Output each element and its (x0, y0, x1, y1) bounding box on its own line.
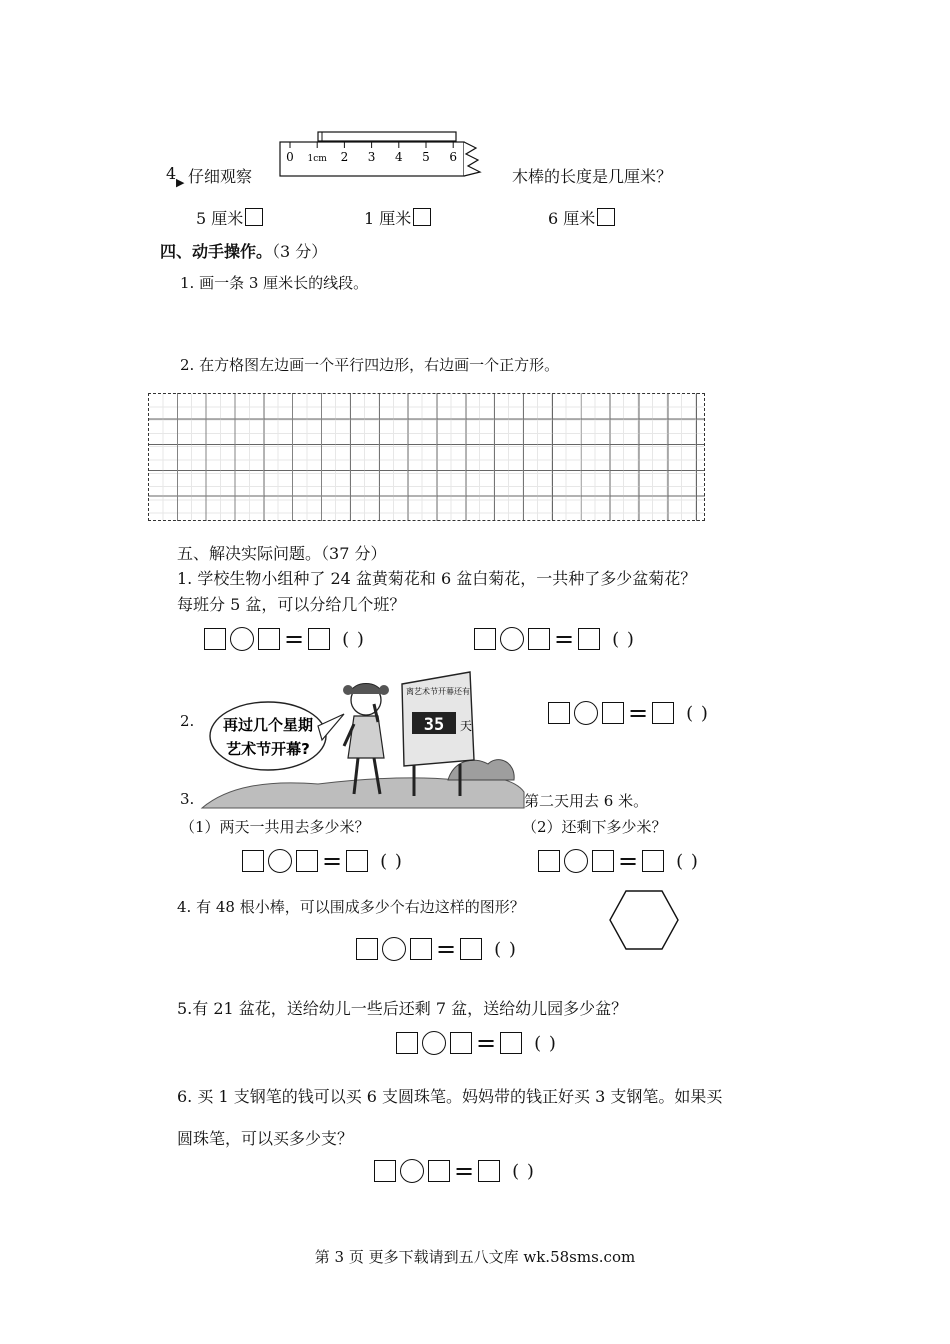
ruler-tick-label: 4 (394, 150, 403, 164)
operator-circle[interactable] (400, 1159, 424, 1183)
equation-row (356, 936, 517, 962)
result-box[interactable] (478, 1160, 500, 1182)
q4-question: 木棒的长度是几厘米？ (512, 167, 673, 186)
section4-heading (160, 239, 327, 262)
section5-q3-sub2: （2）还剩下多少米？ (522, 818, 667, 836)
result-box[interactable] (308, 628, 330, 650)
operand-box[interactable] (396, 1032, 418, 1054)
section5-q3-tail: 第二天用去 6 米。 (524, 792, 649, 810)
section4-q2: 2. 在方格图左边画一个平行四边形，右边画一个正方形。 (180, 356, 560, 374)
operand-box[interactable] (548, 702, 570, 724)
operand-box[interactable] (242, 850, 264, 872)
unit-paren[interactable]: ( ) (512, 1160, 535, 1182)
equals-sign: = (476, 1029, 497, 1057)
operator-circle[interactable] (564, 849, 588, 873)
operand-box[interactable] (538, 850, 560, 872)
result-box[interactable] (578, 628, 600, 650)
section5-q6-line1: 6. 买 1 支钢笔的钱可以买 6 支圆珠笔。妈妈带的钱正好买 3 支钢笔。如果买 (177, 1087, 723, 1106)
operator-circle[interactable] (230, 627, 254, 651)
option-label: 5 厘米 (196, 209, 244, 228)
operand-box[interactable] (474, 628, 496, 650)
section4-title: 四、动手操作。 (160, 242, 273, 261)
operand-box[interactable] (356, 938, 378, 960)
section5-q2-number: 2. (180, 712, 195, 730)
equals-sign: = (618, 847, 639, 875)
ruler-tick-label: 0 (286, 150, 294, 164)
sign-unit: 天 (460, 719, 473, 733)
section5-q5: 5.有 21 盆花，送给幼儿一些后还剩 7 盆，送给幼儿园多少盆？ (177, 999, 628, 1018)
operand-box[interactable] (204, 628, 226, 650)
result-box[interactable] (500, 1032, 522, 1054)
answer-checkbox[interactable] (413, 208, 431, 226)
equals-sign: = (436, 935, 457, 963)
operand-box[interactable] (428, 1160, 450, 1182)
section5-title: 五、解决实际问题。 (177, 544, 322, 563)
answer-checkbox[interactable] (245, 208, 263, 226)
equation-row (538, 848, 699, 874)
arrow-marker-icon: ▶ (176, 176, 185, 189)
equals-sign: = (322, 847, 343, 875)
unit-paren[interactable]: ( ) (612, 628, 635, 650)
operand-box[interactable] (450, 1032, 472, 1054)
section5-heading (177, 541, 386, 564)
operand-box[interactable] (528, 628, 550, 650)
operator-circle[interactable] (422, 1031, 446, 1055)
ruler-tick-label: 5 (422, 150, 430, 164)
equation-row (374, 1158, 535, 1184)
option-label: 1 厘米 (364, 209, 412, 228)
operand-box[interactable] (602, 702, 624, 724)
equation-row (204, 626, 365, 652)
ruler-tick-label: 1cm (307, 154, 327, 164)
ruler-tick-label: 2 (340, 150, 349, 164)
section5-q1-line1: 1. 学校生物小组种了 24 盆黄菊花和 6 盆白菊花，一共种了多少盆菊花？ (177, 569, 697, 588)
q4-lead-text: 仔细观察 (188, 167, 253, 186)
ruler-with-stick (276, 128, 496, 184)
section5-q3-sub1: （1）两天一共用去多少米？ (180, 818, 370, 836)
page-footer: 第 3 页 更多下载请到五八文库 wk.58sms.com (314, 1248, 636, 1266)
wooden-stick (318, 132, 456, 141)
section4-score: （3 分） (272, 242, 328, 261)
result-box[interactable] (652, 702, 674, 724)
bubble-line2: 艺术节开幕? (226, 740, 310, 758)
bubble-line1: 再过几个星期 (222, 716, 314, 734)
operator-circle[interactable] (268, 849, 292, 873)
ruler-tick-label: 3 (367, 150, 376, 164)
section5-score: （37 分） (321, 544, 387, 563)
unit-paren[interactable]: ( ) (380, 850, 403, 872)
ruler-tick-label: 6 (449, 150, 458, 164)
result-box[interactable] (460, 938, 482, 960)
drawing-grid[interactable] (148, 393, 705, 521)
section5-q3-number: 3. (180, 790, 195, 808)
equals-sign: = (454, 1157, 475, 1185)
ruler-break-edge (464, 142, 480, 176)
result-box[interactable] (346, 850, 368, 872)
girl-figure (343, 684, 389, 795)
equation-row (474, 626, 635, 652)
unit-paren[interactable]: ( ) (494, 938, 517, 960)
operand-box[interactable] (296, 850, 318, 872)
operand-box[interactable] (410, 938, 432, 960)
equation-row (396, 1030, 557, 1056)
section5-q1-line2: 每班分 5 盆，可以分给几个班？ (177, 595, 406, 614)
operator-circle[interactable] (500, 627, 524, 651)
unit-paren[interactable]: ( ) (686, 702, 709, 724)
section4-q1: 1. 画一条 3 厘米长的线段。 (180, 274, 369, 292)
option-1cm (364, 206, 431, 229)
equals-sign: = (284, 625, 305, 653)
unit-paren[interactable]: ( ) (534, 1032, 557, 1054)
equation-row (242, 848, 403, 874)
option-label: 6 厘米 (548, 209, 596, 228)
speech-bubble-tail (318, 714, 344, 740)
option-5cm (196, 206, 263, 229)
operator-circle[interactable] (574, 701, 598, 725)
unit-paren[interactable]: ( ) (676, 850, 699, 872)
operand-box[interactable] (592, 850, 614, 872)
answer-checkbox[interactable] (597, 208, 615, 226)
sign-title: 离艺术节开幕还有 (406, 687, 470, 696)
operand-box[interactable] (374, 1160, 396, 1182)
equation-row (548, 700, 709, 726)
art-festival-illustration (198, 668, 528, 810)
bush (448, 760, 514, 780)
section5-q6-line2: 圆珠笔，可以买多少支？ (177, 1129, 354, 1148)
result-box[interactable] (642, 850, 664, 872)
equals-sign: = (628, 699, 649, 727)
hexagon-icon (608, 888, 680, 952)
grid-subdivision (149, 394, 704, 520)
q4-number: 4 (166, 164, 177, 183)
hill-ground (202, 777, 524, 808)
section5-q4: 4. 有 48 根小棒，可以围成多少个右边这样的图形？ (177, 898, 525, 916)
operand-box[interactable] (258, 628, 280, 650)
speech-bubble (210, 702, 326, 770)
equals-sign: = (554, 625, 575, 653)
unit-paren[interactable]: ( ) (342, 628, 365, 650)
sign-number: 35 (423, 715, 445, 735)
option-6cm (548, 206, 615, 229)
operator-circle[interactable] (382, 937, 406, 961)
